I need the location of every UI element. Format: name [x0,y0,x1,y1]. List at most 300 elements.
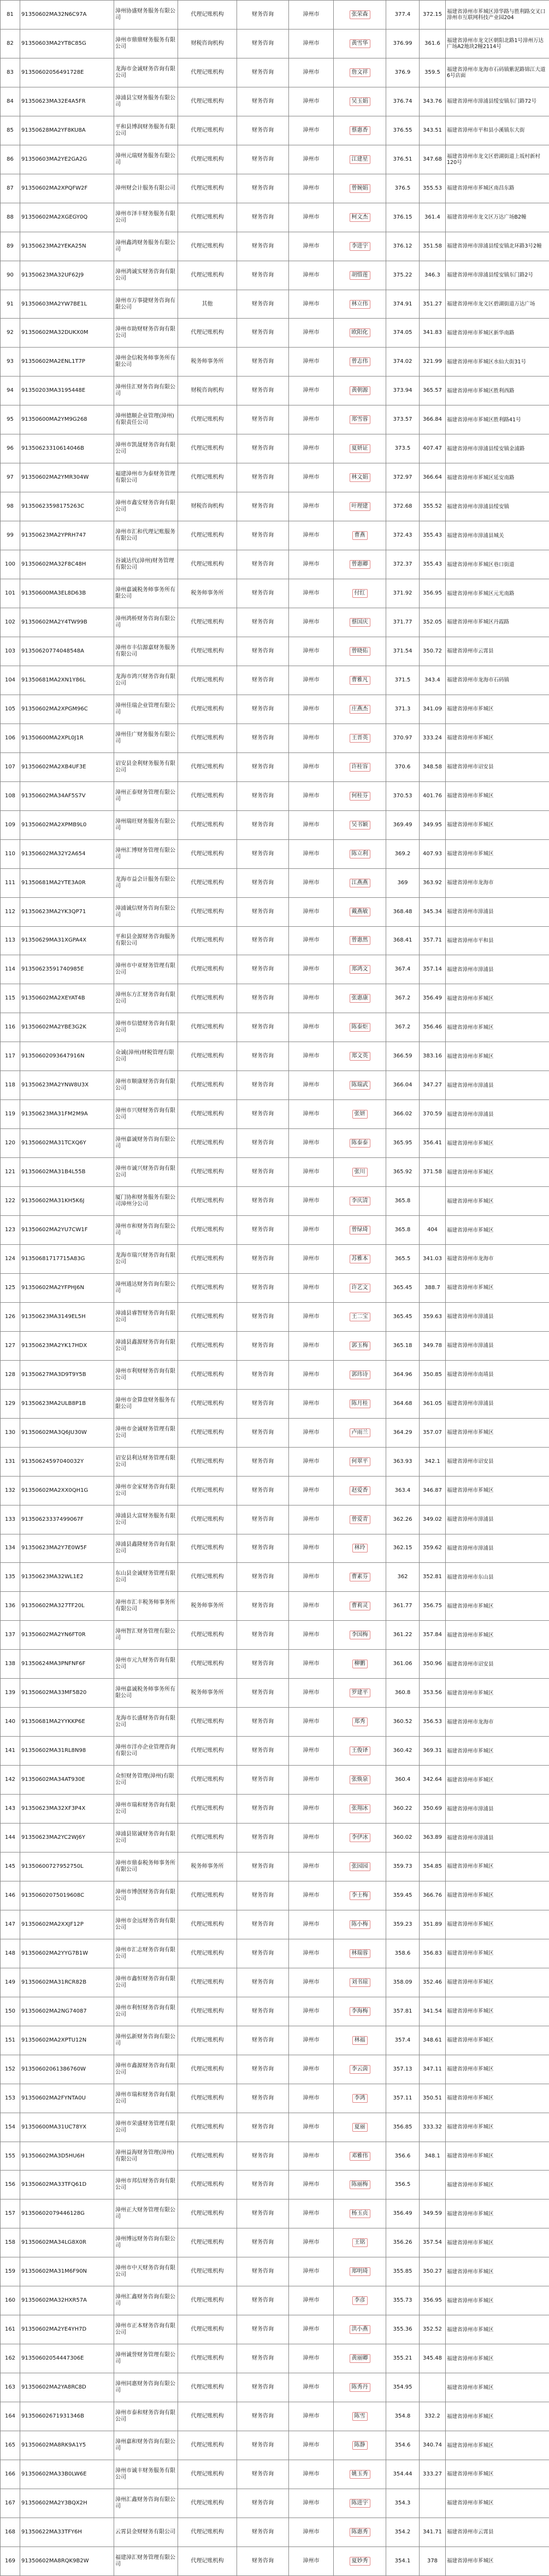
person-cell [334,550,386,579]
score2-cell: 356.83 [420,1939,446,1968]
org-type-cell: 代理记账机构 [178,926,237,955]
city-cell: 漳州市 [289,492,334,521]
row-number-cell: 145 [1,1852,20,1881]
row-number-cell: 117 [1,1042,20,1071]
org-type-cell: 代理记账机构 [178,1621,237,1650]
score-cell: 374.91 [386,290,420,319]
person-cell [334,1997,386,2026]
person-cell [334,1795,386,1824]
city-cell: 漳州市 [289,1447,334,1476]
city-cell: 漳州市 [289,2286,334,2315]
signature-stamp: 欧阳化 [350,328,370,337]
category-cell: 财务咨询 [237,1418,289,1447]
address-cell: 福建省漳州市漳浦县绥安镇北环路3号2幢 [446,232,549,261]
category-cell: 财务咨询 [237,608,289,637]
signature-stamp: 曹素芬 [350,1573,370,1581]
credit-code-cell: 91350602MA33MF5B20 [20,1679,114,1708]
score2-cell: 352.05 [420,608,446,637]
table-row [1,608,549,637]
category-cell: 财务咨询 [237,1042,289,1071]
org-type-cell: 税务师事务所 [178,1592,237,1621]
address-cell: 福建省漳州市芗城区 [446,781,549,810]
address-cell: 福建省漳州市芗城区 [446,839,549,868]
row-number-cell: 153 [1,2084,20,2113]
table-row [1,58,549,87]
credit-code-cell: 91350602075019608C [20,1881,114,1910]
category-cell: 财务咨询 [237,666,289,695]
score-cell: 376.12 [386,232,420,261]
city-cell: 漳州市 [289,1881,334,1910]
score-cell: 373.5 [386,434,420,463]
table-row [1,984,549,1013]
signature-stamp: 郑明琦 [350,2267,370,2276]
row-number-cell: 92 [1,319,20,348]
row-number-cell: 135 [1,1563,20,1592]
table-row [1,781,549,810]
category-cell: 财务咨询 [237,1852,289,1881]
category-cell: 财务咨询 [237,2026,289,2055]
table-row [1,1129,549,1158]
city-cell: 漳州市 [289,1042,334,1071]
company-name-cell: 漳州市信德财务咨询有限公司 [114,1013,178,1042]
person-cell [334,2373,386,2402]
person-cell [334,1476,386,1505]
row-number-cell: 161 [1,2315,20,2344]
score2-cell: 341.83 [420,319,446,348]
signature-stamp: 曹燕 [352,531,368,540]
address-cell: 福建省漳州市南靖县 [446,1360,549,1389]
signature-stamp: 李彦 [352,2296,368,2305]
signature-stamp: 郑秀 [352,1718,368,1726]
signature-stamp: 吴玉娟 [350,97,370,106]
score2-cell: 356.49 [420,984,446,1013]
person-cell [334,1824,386,1852]
score2-cell: 350.85 [420,1360,446,1389]
city-cell: 漳州市 [289,2460,334,2489]
row-number-cell: 89 [1,232,20,261]
score2-cell: 349.02 [420,1505,446,1534]
category-cell: 财务咨询 [237,2199,289,2228]
company-name-cell: 漳浦县大富财务服务有限公司 [114,1505,178,1534]
table-row [1,2084,549,2113]
category-cell: 财务咨询 [237,2460,289,2489]
person-cell [334,2084,386,2113]
address-cell: 福建省漳州市龙海市 [446,1244,549,1273]
org-type-cell: 代理记账机构 [178,752,237,781]
company-name-cell: 漳州金信税务师事务所有限公司 [114,348,178,377]
credit-code-cell: 91350623MA32XF3P4X [20,1795,114,1824]
score2-cell: 355.43 [420,550,446,579]
row-number-cell: 115 [1,984,20,1013]
address-cell: 福建省漳州市芗城区延安南路 [446,463,549,492]
credit-code-cell: 91350602MA34AT930E [20,1766,114,1795]
table-row [1,1881,549,1910]
city-cell: 漳州市 [289,174,334,203]
score-cell: 363.93 [386,1447,420,1476]
score2-cell: 352.81 [420,1563,446,1592]
credit-code-cell: 91350602061386760W [20,2055,114,2084]
score-cell: 376.74 [386,87,420,116]
company-name-cell: 平和县博润财务服务有限公司 [114,116,178,145]
address-cell: 福建省漳州市芗城区 [446,1158,549,1187]
city-cell: 漳州市 [289,637,334,666]
org-type-cell: 代理记账机构 [178,1273,237,1302]
category-cell: 财务咨询 [237,232,289,261]
score2-cell: 349.59 [420,2199,446,2228]
category-cell: 财务咨询 [237,1100,289,1129]
address-cell: 福建省漳州市漳浦县城关 [446,521,549,550]
signature-stamp: 夏妙秀 [350,2557,370,2566]
table-row [1,87,549,116]
credit-code-cell: 91350602671931346B [20,2402,114,2431]
signature-stamp: 江建星 [350,155,370,164]
score2-cell: 333.27 [420,2460,446,2489]
score-cell: 354.2 [386,2518,420,2546]
table-row [1,116,549,145]
org-type-cell: 代理记账机构 [178,637,237,666]
category-cell: 财务咨询 [237,2546,289,2575]
score-cell: 364.29 [386,1418,420,1447]
credit-code-cell: 91350623591740985E [20,955,114,984]
table-row [1,2142,549,2171]
score-cell: 354.44 [386,2460,420,2489]
city-cell: 漳州市 [289,290,334,319]
signature-stamp: 黄雪华 [350,39,370,48]
credit-code-cell: 91350602MA32HXR57A [20,2286,114,2315]
address-cell: 福建省漳州市漳浦县绥安镇金浦路 [446,434,549,463]
score-cell: 361.77 [386,1592,420,1621]
signature-stamp: 郑文英 [350,1052,370,1061]
score-cell: 360.52 [386,1708,420,1737]
credit-code-cell: 91350622MA33TFY6H [20,2518,114,2546]
category-cell: 财务咨询 [237,1360,289,1389]
city-cell: 漳州市 [289,203,334,232]
table-row [1,666,549,695]
person-cell [334,1939,386,1968]
score-cell: 376.9 [386,58,420,87]
person-cell [334,1,386,30]
signature-stamp: 柯文杰 [350,213,370,222]
score-cell: 376.99 [386,29,420,58]
credit-code-cell: 91350600MA3EL8D63B [20,579,114,608]
credit-code-cell: 91350623MA32UF62J9 [20,261,114,290]
city-cell: 漳州市 [289,1273,334,1302]
address-cell: 福建省漳州市漳浦县绥安镇 [446,492,549,521]
signature-stamp: 张园园 [350,1862,370,1871]
org-type-cell: 代理记账机构 [178,2142,237,2171]
company-name-cell: 漳州佳瑞企业管理有限公司 [114,695,178,724]
row-number-cell: 123 [1,1216,20,1245]
score-cell: 373.94 [386,377,420,405]
row-number-cell: 103 [1,637,20,666]
row-number-cell: 143 [1,1795,20,1824]
address-cell: 福建省漳州市龙文区碧湖街道上坂村新村120号 [446,145,549,174]
score-cell: 361.06 [386,1650,420,1679]
category-cell: 财务咨询 [237,319,289,348]
person-cell [334,810,386,839]
city-cell: 漳州市 [289,1563,334,1592]
category-cell: 财务咨询 [237,1187,289,1216]
address-cell: 福建省漳州市漳浦县 [446,1534,549,1563]
row-number-cell: 168 [1,2518,20,2546]
category-cell: 财务咨询 [237,1563,289,1592]
row-number-cell: 81 [1,1,20,30]
person-cell [334,145,386,174]
row-number-cell: 119 [1,1100,20,1129]
row-number-cell: 118 [1,1071,20,1100]
score-cell: 372.68 [386,492,420,521]
score2-cell: 357.54 [420,2228,446,2257]
address-cell: 福建省漳州市芗城区 [446,2171,549,2199]
row-number-cell: 137 [1,1621,20,1650]
category-cell: 财务咨询 [237,1534,289,1563]
score-cell: 367.2 [386,984,420,1013]
company-name-cell: 诏安县利达财务管理有限公司 [114,1447,178,1476]
org-type-cell: 代理记账机构 [178,2228,237,2257]
row-number-cell: 102 [1,608,20,637]
score-cell: 365.5 [386,1244,420,1273]
signature-stamp: 王晋英 [350,734,370,743]
address-cell: 福建省漳州市芗城区 [446,1273,549,1302]
org-type-cell: 代理记账机构 [178,1013,237,1042]
table-row [1,1360,549,1389]
table-row [1,810,549,839]
city-cell: 漳州市 [289,2489,334,2518]
score-cell: 359.45 [386,1881,420,1910]
company-name-cell: 漳州嘉诚财务咨询有限公司 [114,1129,178,1158]
score2-cell: 340.74 [420,2431,446,2460]
category-cell: 财务咨询 [237,1766,289,1795]
credit-code-cell: 91350623337499067F [20,1505,114,1534]
score2-cell: 371.58 [420,1158,446,1187]
person-cell [334,1129,386,1158]
row-number-cell: 146 [1,1881,20,1910]
score2-cell: 355.53 [420,174,446,203]
address-cell: 福建省漳州市芗城区 [446,1042,549,1071]
signature-stamp: 曾惠卿 [350,560,370,569]
signature-stamp: 曹雅凡 [350,676,370,685]
score2-cell: 347.68 [420,145,446,174]
category-cell: 财务咨询 [237,839,289,868]
company-name-cell: 漳州市诚兴财务咨询有限公司 [114,1158,178,1187]
address-cell: 福建省漳州市龙文区碧湖街道万达广场 [446,290,549,319]
org-type-cell: 代理记账机构 [178,203,237,232]
category-cell: 财务咨询 [237,2142,289,2171]
row-number-cell: 105 [1,695,20,724]
category-cell: 财务咨询 [237,1621,289,1650]
company-name-cell: 漳州市博创财务咨询有限公司 [114,1881,178,1910]
credit-code-cell: 91350602MA32F8C48H [20,550,114,579]
category-cell: 财务咨询 [237,1447,289,1476]
company-name-cell: 漳州协盛财务服务有限公司 [114,1,178,30]
score-cell: 365.95 [386,1129,420,1158]
category-cell: 财务咨询 [237,1592,289,1621]
signature-stamp: 李鸿 [352,2094,368,2103]
signature-stamp: 林玲 [352,1544,368,1552]
row-number-cell: 85 [1,116,20,145]
category-cell: 财务咨询 [237,1244,289,1273]
city-cell: 漳州市 [289,1013,334,1042]
org-type-cell: 代理记账机构 [178,1244,237,1273]
score2-cell: 363.92 [420,868,446,897]
address-cell: 福建省漳州市芗城区 [446,1766,549,1795]
score-cell: 370.53 [386,781,420,810]
credit-code-cell: 91350600MA2XPL0J1R [20,724,114,752]
company-name-cell: 漳州嘉诚税务师事务所有限公司 [114,579,178,608]
company-name-cell: 漳州市金算盘财务服务有限公司 [114,1389,178,1418]
score-cell: 360.8 [386,1679,420,1708]
person-cell [334,1737,386,1766]
city-cell: 漳州市 [289,2518,334,2546]
table-row [1,2257,549,2286]
credit-code-cell: 91350602MA2XX0QH1G [20,1476,114,1505]
org-type-cell: 代理记账机构 [178,58,237,87]
signature-stamp: 曾爱青 [350,1515,370,1524]
table-row [1,174,549,203]
row-number-cell: 154 [1,2113,20,2142]
person-cell [334,984,386,1013]
credit-code-cell: 91350602MA2YFPHJ6N [20,1273,114,1302]
org-type-cell: 代理记账机构 [178,1505,237,1534]
score-cell: 373.57 [386,405,420,434]
company-name-cell: 漳州德顺企业管理(漳州)有限责任公司 [114,405,178,434]
org-type-cell: 代理记账机构 [178,521,237,550]
score2-cell: 350.96 [420,1650,446,1679]
org-type-cell: 代理记账机构 [178,1158,237,1187]
address-cell: 福建省漳州市芗城区元光南路 [446,579,549,608]
table-row [1,1968,549,1997]
score2-cell: 354.85 [420,1852,446,1881]
address-cell: 福建省漳州市芗城区 [446,1418,549,1447]
credit-code-cell: 91350623MA3149EL5H [20,1302,114,1331]
credit-code-cell: 91350681MA2YYKKP6E [20,1708,114,1737]
row-number-cell: 147 [1,1910,20,1939]
signature-stamp: 戴燕敏 [350,908,370,916]
row-number-cell: 108 [1,781,20,810]
table-row [1,897,549,926]
signature-stamp: 郑雪蓉 [350,415,370,424]
credit-code-cell: 91350602MA2NG74087 [20,1997,114,2026]
credit-code-cell: 91350603MA2YW7BE1L [20,290,114,319]
table-row [1,2518,549,2546]
person-cell [334,377,386,405]
org-type-cell: 财税咨询机构 [178,29,237,58]
company-name-cell: 龙海市长盛财务咨询有限公司 [114,1708,178,1737]
category-cell: 财务咨询 [237,261,289,290]
credit-code-cell: 91350629MA31XGPA4X [20,926,114,955]
org-type-cell: 代理记账机构 [178,2373,237,2402]
category-cell: 财务咨询 [237,1679,289,1708]
signature-stamp: 陈泰泰 [350,1139,370,1148]
row-number-cell: 131 [1,1447,20,1476]
person-cell [334,579,386,608]
credit-code-cell: 91350603MA2YE2GA2G [20,145,114,174]
score-cell: 365.8 [386,1187,420,1216]
score-cell: 355.85 [386,2257,420,2286]
table-row [1,579,549,608]
address-cell: 福建省漳州市诏安县 [446,752,549,781]
credit-code-cell: 91350602MA2YN6FT0R [20,1621,114,1650]
person-cell [334,116,386,145]
table-row [1,1679,549,1708]
company-name-cell: 漳州益海财务管理(漳州)有限公司 [114,2142,178,2171]
score-cell: 365.92 [386,1158,420,1187]
score-cell: 376.5 [386,174,420,203]
company-name-cell: 漳州诚誉财务管理有限公司 [114,2344,178,2373]
city-cell: 漳州市 [289,261,334,290]
category-cell: 财务咨询 [237,492,289,521]
score-cell: 372.97 [386,463,420,492]
signature-stamp: 王俊译 [350,1746,370,1755]
table-row [1,1389,549,1418]
address-cell: 福建省漳州市龙海市石码镇紫泥路锦江大道6号店面 [446,58,549,87]
org-type-cell: 代理记账机构 [178,868,237,897]
company-name-cell: 漳浦县鑫源财务咨询有限公司 [114,1331,178,1360]
row-number-cell: 116 [1,1013,20,1042]
table-row [1,926,549,955]
credit-code-cell: 91350602MA2YBE3G2K [20,1013,114,1042]
org-type-cell: 代理记账机构 [178,463,237,492]
company-name-cell: 福建漳汇财务管理有限公司 [114,2546,178,2575]
credit-code-cell: 91350602MA3Q6JU30W [20,1418,114,1447]
score-cell: 365.45 [386,1273,420,1302]
table-row [1,348,549,377]
table-row [1,145,549,174]
company-name-cell: 漳州市凯晟财务咨询有限公司 [114,434,178,463]
credit-code-cell: 91350602079446128G [20,2199,114,2228]
score2-cell: 370.59 [420,1100,446,1129]
score2-cell: 352.46 [420,1968,446,1997]
address-cell: 福建省漳州市漳浦县 [446,1071,549,1100]
signature-stamp: 卢雨兰 [350,1428,370,1437]
row-number-cell: 128 [1,1360,20,1389]
city-cell: 漳州市 [289,1824,334,1852]
company-name-cell: 漳州市金远财务咨询有限公司 [114,1910,178,1939]
org-type-cell: 代理记账机构 [178,2257,237,2286]
category-cell: 财务咨询 [237,2286,289,2315]
address-cell: 福建省漳州市龙海市 [446,1708,549,1737]
city-cell: 漳州市 [289,1302,334,1331]
city-cell: 漳州市 [289,1534,334,1563]
person-cell [334,1650,386,1679]
category-cell: 财务咨询 [237,2431,289,2460]
org-type-cell: 代理记账机构 [178,2460,237,2489]
company-name-cell: 漳州市金家财务咨询有限公司 [114,1476,178,1505]
company-name-cell: 漳州市泰和财务咨询有限公司 [114,2402,178,2431]
city-cell: 漳州市 [289,926,334,955]
row-number-cell: 126 [1,1302,20,1331]
address-cell: 福建省漳州市芗城区 [446,1968,549,1997]
company-name-cell: 漳浦诚信财务咨询有限公司 [114,897,178,926]
company-name-cell: 漳浦县鑫隆财务咨询有限公司 [114,1534,178,1563]
city-cell: 漳州市 [289,1360,334,1389]
signature-stamp: 夏丽 [352,2123,368,2132]
row-number-cell: 124 [1,1244,20,1273]
row-number-cell: 136 [1,1592,20,1621]
org-type-cell: 代理记账机构 [178,1129,237,1158]
city-cell: 漳州市 [289,1679,334,1708]
score-cell: 358.6 [386,1939,420,1968]
person-cell [334,261,386,290]
city-cell: 漳州市 [289,2431,334,2460]
address-cell: 福建省漳州市芗城区 [446,2431,549,2460]
org-type-cell: 其他 [178,290,237,319]
city-cell: 漳州市 [289,2344,334,2373]
score2-cell: 341.54 [420,1997,446,2026]
category-cell: 财务咨询 [237,1939,289,1968]
category-cell: 财务咨询 [237,1013,289,1042]
score-cell: 357.4 [386,2026,420,2055]
